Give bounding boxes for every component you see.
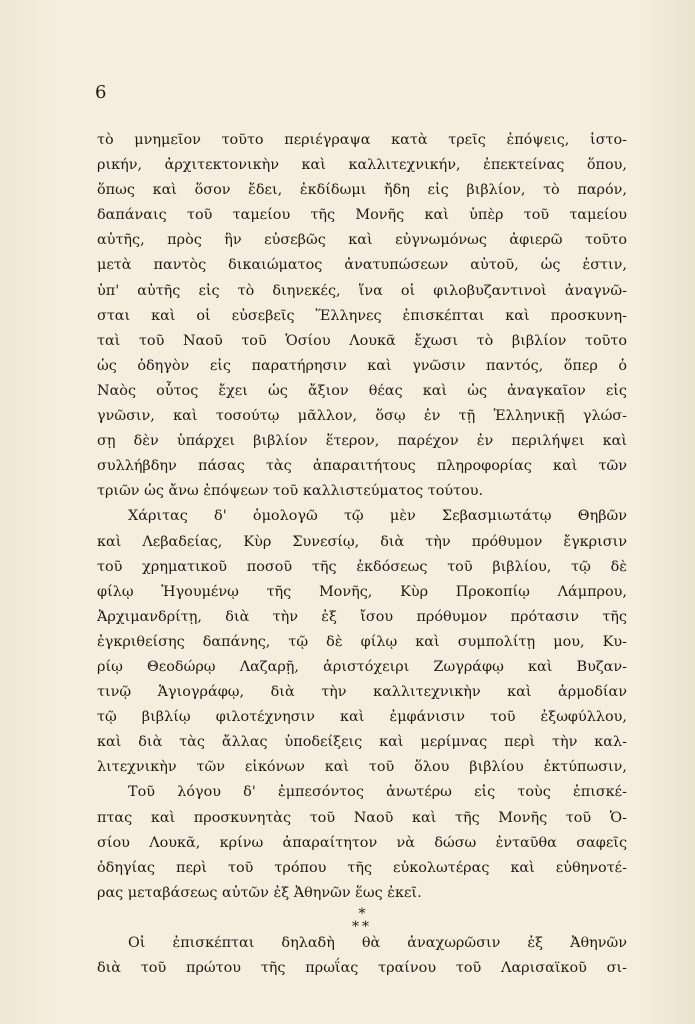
text-line: σται καὶ οἱ εὐσεβεῖς Ἕλληνες ἐπισκέπται καὶ προσκυνη- — [97, 307, 627, 324]
body-text — [97, 128, 627, 981]
text-line: μετὰ παντὸς δικαιώματος ἀνατυπώσεων αὐτοῦ, ὡς ἐστιν, — [97, 257, 627, 274]
paragraph-start-line: Χάριτας δ' ὁμολογῶ τῷ μὲν Σεβασμιωτάτῳ Θηβῶν — [128, 508, 627, 525]
text-line: ὡς ὁδηγὸν εἰς παρατήρησιν καὶ γνῶσιν παντός, ὅπερ ὁ — [97, 357, 627, 374]
text-line: γνῶσιν, καὶ τοσούτῳ μᾶλλον, ὅσῳ ἐν τῇ Ἑλληνικῇ γλώσ- — [97, 408, 627, 425]
text-line: τὸ μνημεῖον τοῦτο περιέγραψα κατὰ τρεῖς ἐπόψεις, ἱστο- — [97, 132, 627, 148]
text-line: τριῶν ὡς ἄνω ἐπόψεων τοῦ καλλιστεύματος τούτου. — [97, 483, 484, 500]
text-line: ρίῳ Θεοδώρῳ Λαζαρῇ, ἀριστόχειρι Ζωγράφῳ καὶ Βυζαν- — [97, 658, 627, 675]
page-number: 6 — [95, 82, 107, 103]
text-line: καὶ Λεβαδείας, Κὺρ Συνεσίῳ, διὰ τὴν πρόθυμον ἔγκρισιν — [97, 533, 627, 550]
text-line: διὰ τοῦ πρώτου τῆς πρωΐας τραίνου τοῦ Λαρισαϊκοῦ σι- — [97, 960, 627, 977]
text-line: συλλήβδην πάσας τὰς ἀπαραιτήτους πληροφορίας καὶ τῶν — [97, 458, 627, 475]
text-line: ὑπ' αὐτῆς εἰς τὸ διηνεκές, ἵνα οἱ φιλοβυζαντινοὶ ἀναγνῶ- — [97, 282, 627, 299]
text-line: σίου Λουκᾶ, κρίνω ἀπαραίτητον νὰ δώσω ἐνταῦθα σαφεῖς — [97, 834, 627, 851]
text-line: ταὶ τοῦ Ναοῦ τοῦ Ὁσίου Λουκᾶ ἔχωσι τὸ βιβλίον τοῦτο — [97, 332, 627, 349]
text-line: τινῷ Ἁγιογράφῳ, διὰ τὴν καλλιτεχνικὴν καὶ ἁρμοδίαν — [97, 684, 627, 701]
text-line: τῷ βιβλίῳ φιλοτέχνησιν καὶ ἐμφάνισιν τοῦ ἐξωφύλλου, — [97, 709, 627, 726]
text-line: λιτεχνικὴν τῶν εἰκόνων καὶ τοῦ ὅλου βιβλίου ἐκτύπωσιν, — [97, 759, 627, 776]
text-line: δαπάναις τοῦ ταμείου τῆς Μονῆς καὶ ὑπὲρ τοῦ ταμείου — [97, 207, 627, 224]
text-line: τοῦ χρηματικοῦ ποσοῦ τῆς ἐκδόσεως τοῦ βιβλίου, τῷ δὲ — [97, 558, 627, 575]
text-line: καὶ διὰ τὰς ἄλλας ὑποδείξεις καὶ μερίμνας περὶ τὴν καλ- — [97, 734, 627, 751]
text-line: ἐγκριθείσης δαπάνης, τῷ δὲ φίλῳ καὶ συμπολίτῃ μου, Κυ- — [97, 633, 627, 650]
text-line: Ἀρχιμανδρίτῃ, διὰ τὴν ἐξ ἴσου πρόθυμον πρότασιν τῆς — [97, 608, 627, 625]
text-line: πτας καὶ προσκυνητὰς τοῦ Ναοῦ καὶ τῆς Μονῆς τοῦ Ὁ- — [97, 809, 627, 826]
text-line: ρας μεταβάσεως αὐτῶν ἐξ Ἀθηνῶν ἕως ἐκεῖ. — [97, 884, 422, 901]
text-line: σῃ δὲν ὑπάρχει βιβλίον ἕτερον, παρέχον ἐν περιλήψει καὶ — [97, 433, 627, 450]
text-line: Ναὸς οὗτος ἔχει ὡς ἄξιον θέας καὶ ὡς ἀναγκαῖον εἰς — [97, 382, 627, 399]
section-asterism — [97, 905, 627, 935]
text-line: ὅπως καὶ ὅσον ἔδει, ἐκδίδωμι ἤδη εἰς βιβλίον, τὸ παρόν, — [97, 182, 627, 199]
asterism-top: * — [358, 905, 366, 922]
text-line: ρικήν, ἀρχιτεκτονικὴν καὶ καλλιτεχνικήν, ἐπεκτείνας ὅπου, — [97, 157, 627, 174]
paragraph-start-line: Οἱ ἐπισκέπται δηλαδὴ θὰ ἀναχωρῶσιν ἐξ Ἀθηνῶν — [128, 935, 627, 951]
text-line: αὐτῆς, πρὸς ἣν εὐσεβῶς καὶ εὐγνωμόνως ἀφιερῶ τοῦτο — [97, 232, 627, 249]
asterism-bottom: ** — [352, 918, 372, 935]
text-line: φίλῳ Ἡγουμένῳ τῆς Μονῆς, Κὺρ Προκοπίῳ Λάμπρου, — [97, 583, 627, 600]
paragraph-start-line: Τοῦ λόγου δ' ἐμπεσόντος ἀνωτέρω εἰς τοὺς ἐπισκέ- — [128, 784, 627, 801]
text-line: ὁδηγίας περὶ τοῦ τρόπου τῆς εὐκολωτέρας καὶ εὐθηνοτέ- — [97, 859, 627, 876]
